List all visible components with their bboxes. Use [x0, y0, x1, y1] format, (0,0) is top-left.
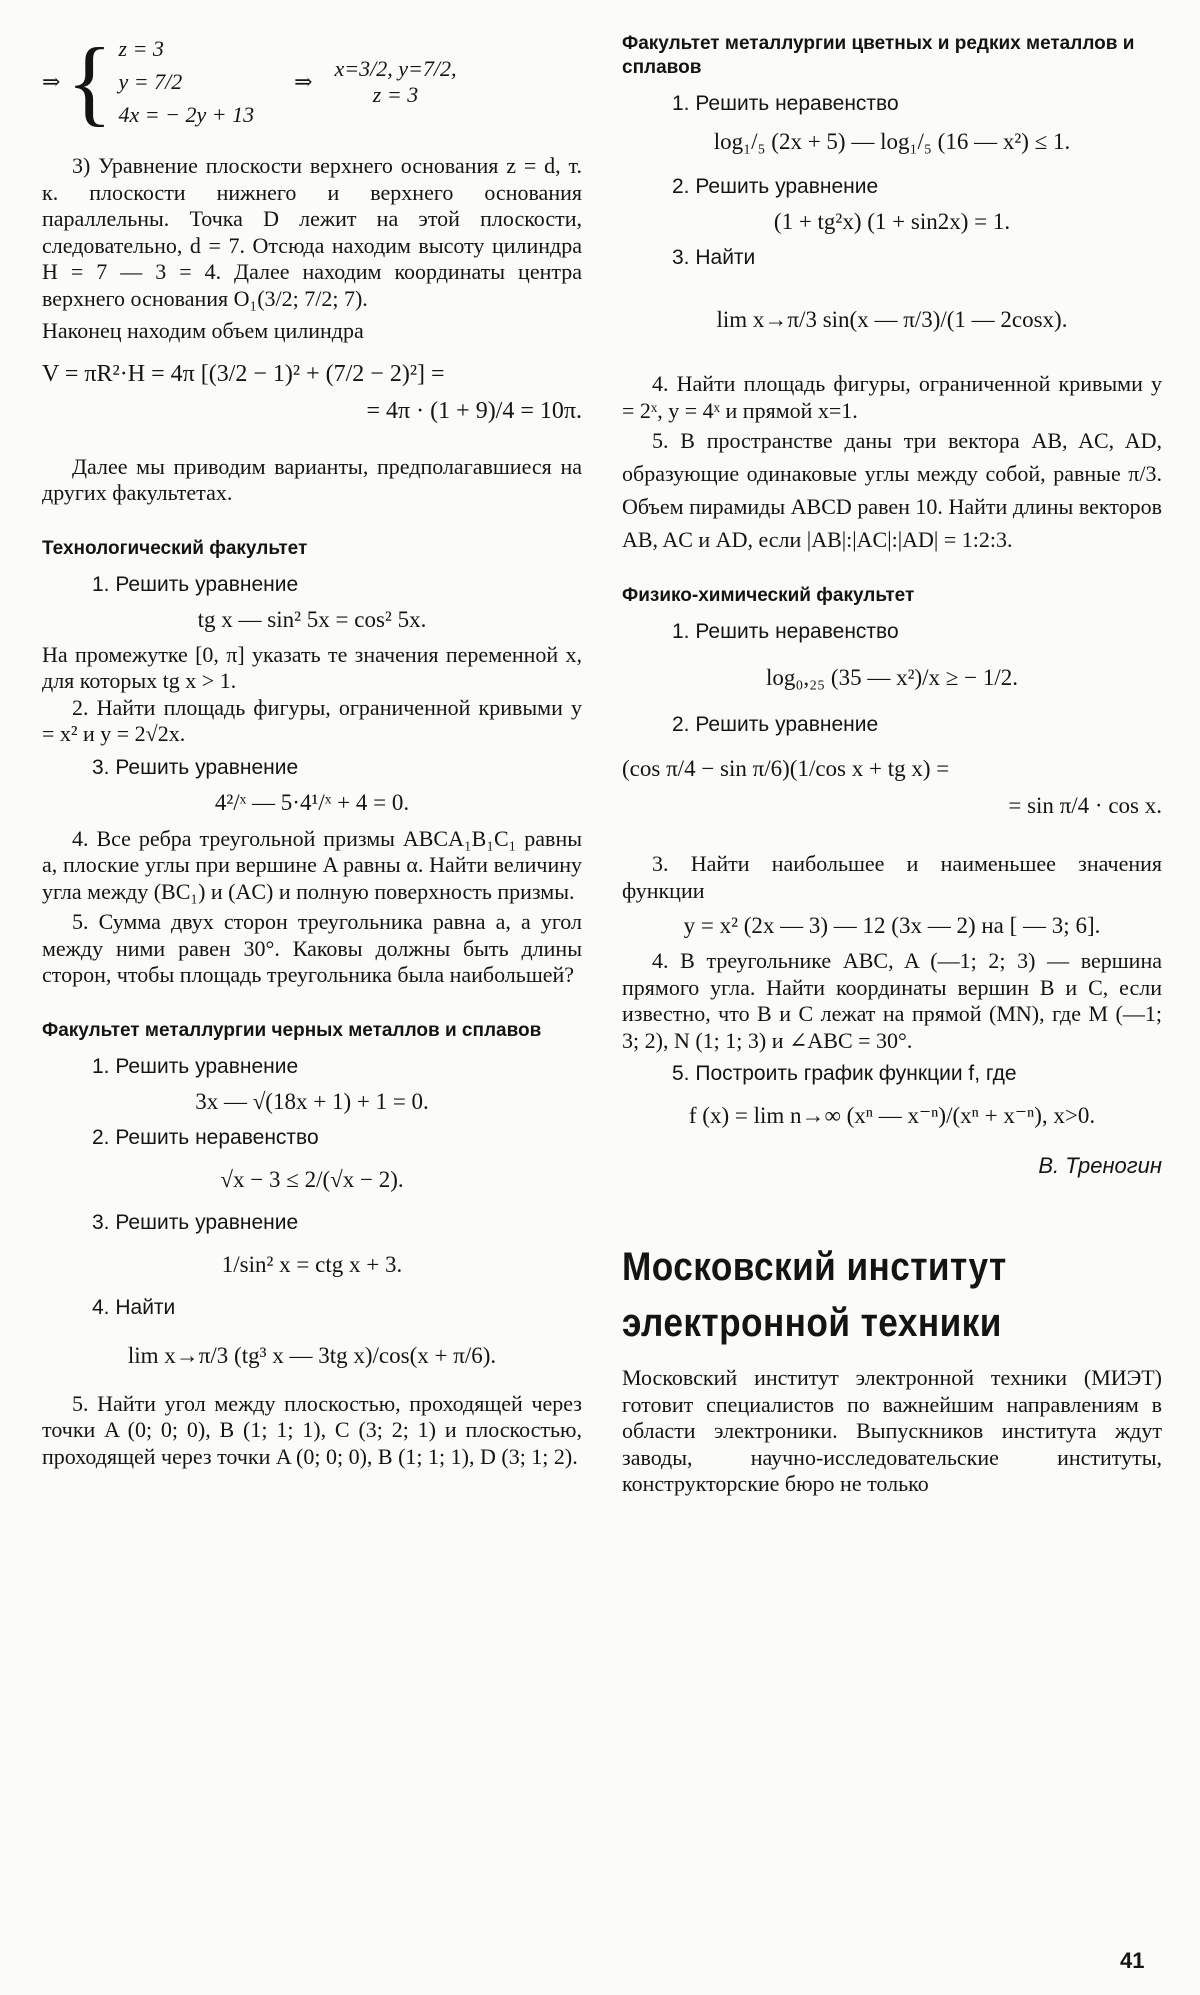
- system-brace: {: [66, 27, 113, 135]
- equation-system: [42, 27, 582, 135]
- system-result-line: z = 3: [372, 81, 419, 107]
- formula: f (x) = lim n→∞ (xⁿ — x⁻ⁿ)/(xⁿ + x⁻ⁿ), x>0.: [688, 1103, 1096, 1128]
- page-number: 41: [1120, 1948, 1145, 1973]
- task-text: 3. Решить уравнение: [92, 1210, 299, 1234]
- section-heading-black: Факультет металлургии черных металлов и сплавов: [42, 1019, 542, 1041]
- formula-volume-2: = 4π · (1 + 9)/4 = 10π.: [366, 397, 582, 424]
- formula-volume-1: V = πR²·H = 4π [(3/2 − 1)² + (7/2 − 2)²] =: [42, 360, 445, 387]
- task-text: 5. Построить график функции f, где: [672, 1062, 1017, 1085]
- system-row: 4x = − 2y + 13: [118, 102, 255, 127]
- task-text: 4. Найти: [92, 1295, 176, 1319]
- article-title-line: Московский институт: [622, 1245, 1007, 1289]
- system-row: y = 7/2: [118, 69, 183, 94]
- formula: (1 + tg²x) (1 + sin2x) = 1.: [773, 209, 1011, 234]
- formula: log₀,₂₅ (35 — x²)/x ≥ − 1/2.: [765, 665, 1019, 690]
- formula: y = x² (2x — 3) — 12 (3x — 2) на [ — 3; 6].: [683, 913, 1101, 938]
- task-text: 2. Решить неравенство: [92, 1125, 319, 1149]
- system-result: [335, 56, 457, 108]
- task-text: 3. Решить уравнение: [92, 755, 299, 779]
- task-text: 3. Найти наибольшее и наименьшее значения функции: [622, 851, 1162, 903]
- task-text: 5. В пространстве даны три вектора AB, AC, AD, образующие одинаковые углы между собой, равные π/3. Объем пирамиды ABCD равен 10. Найти длины векторов AB, AC и AD, если |AB|:|AC|:|AD| = 1:2:3.: [622, 428, 1162, 552]
- task-text: 5. Найти угол между плоскостью, проходящей через точки A (0; 0; 0), B (1; 1; 1), C (3; 2; 1) и плоскостью, проходящей через точки A (0; 0; 0), B (1; 1; 1), D (3; 1; 2).: [42, 1390, 582, 1469]
- section-heading-color: Факультет металлургии цветных и редких металлов и сплавов: [622, 33, 1135, 78]
- task-text: 1. Решить уравнение: [92, 572, 299, 596]
- paragraph-volume: Наконец находим объем цилиндра: [42, 318, 364, 343]
- task-text: 1. Решить неравенство: [672, 620, 899, 643]
- paragraph-variants: Далее мы приводим варианты, предполагавшиеся на других факультетах.: [42, 453, 582, 505]
- system-result-line: x=3/2, y=7/2,: [334, 55, 457, 81]
- article-title-line: электронной техники: [622, 1301, 1002, 1345]
- task-text: 2. Найти площадь фигуры, ограниченной кривыми y = x² и y = 2√2x.: [42, 694, 582, 746]
- task-text: На промежутке [0, π] указать те значения переменной x, для которых tg x > 1.: [42, 641, 582, 693]
- task-text: 4. В треугольнике ABC, A (—1; 2; 3) — вершина прямого угла. Найти координаты вершин B и C, если известно, что B и C лежат на прямой (MN), где M (—1; 3; 2), N (1; 1; 3) и ∠ABC = 30°.: [622, 948, 1162, 1053]
- task-text: 5. Сумма двух сторон треугольника равна a, а угол между ними равен 30°. Каковы должны быть длины сторон, чтобы площадь треугольника была наибольшей?: [42, 909, 582, 987]
- formula: log₁/₅ (2x + 5) — log₁/₅ (16 — x²) ≤ 1.: [713, 129, 1071, 154]
- implies-arrow: ⇒: [42, 68, 61, 94]
- implies-arrow-2: ⇒: [294, 68, 313, 94]
- formula: 4²/ˣ — 5·4¹/ˣ + 4 = 0.: [214, 789, 410, 815]
- signature: В. Треногин: [1038, 1153, 1162, 1178]
- formula: = sin π/4 · cos x.: [1008, 793, 1162, 818]
- section-heading-tech: Технологический факультет: [42, 537, 308, 559]
- left-column: [42, 28, 582, 1470]
- formula: 3x — √(18x + 1) + 1 = 0.: [195, 1088, 429, 1114]
- task-text: 2. Решить уравнение: [672, 175, 879, 198]
- paragraph-miet: Московский институт электронной техники (МИЭТ) готовит специалистов по важнейшим направлениям в области электроники. Выпускников института ждут заводы, научно-исследовательские институты, конструкторские бюро не только: [622, 1365, 1162, 1496]
- system-row: z = 3: [118, 36, 164, 61]
- formula: √x − 3 ≤ 2/(√x − 2).: [220, 1166, 404, 1192]
- formula: 1/sin² x = ctg x + 3.: [221, 1251, 403, 1277]
- right-column: [622, 28, 1162, 1498]
- task-text: 3. Найти: [672, 246, 756, 269]
- task-text: 1. Решить уравнение: [92, 1054, 299, 1078]
- formula: lim x→π/3 sin(x — π/3)/(1 — 2cosx).: [716, 307, 1068, 332]
- section-heading-phys: Физико-химический факультет: [622, 585, 915, 606]
- formula: (cos π/4 − sin π/6)(1/cos x + tg x) =: [622, 756, 950, 781]
- formula: lim x→π/3 (tg³ x — 3tg x)/cos(x + π/6).: [127, 1342, 497, 1368]
- system-rows: [119, 32, 255, 131]
- task-text: 2. Решить уравнение: [672, 713, 879, 736]
- paragraph-plane: 3) Уравнение плоскости верхнего основания z = d, т. к. плоскости нижнего и верхнего основания параллельны. Точка D лежит на этой плоскости, следовательно, d = 7. Отсюда находим высоту цилиндра H = 7 — 3 = 4. Далее находим координаты центра верхнего основания O₁(3/2; 7/2; 7).: [42, 153, 582, 311]
- task-text: 4. Все ребра треугольной призмы ABCA₁B₁C₁ равны a, плоские углы при вершине A равны α. Найти величину угла между (BC₁) и (AC) и полную поверхность призмы.: [42, 825, 582, 904]
- article-title: [622, 1239, 1097, 1351]
- task-text: 1. Решить неравенство: [672, 92, 899, 115]
- formula: tg x — sin² 5x = cos² 5x.: [197, 606, 427, 632]
- task-text: 4. Найти площадь фигуры, ограниченной кривыми y = 2ˣ, y = 4ˣ и прямой x=1.: [622, 371, 1162, 423]
